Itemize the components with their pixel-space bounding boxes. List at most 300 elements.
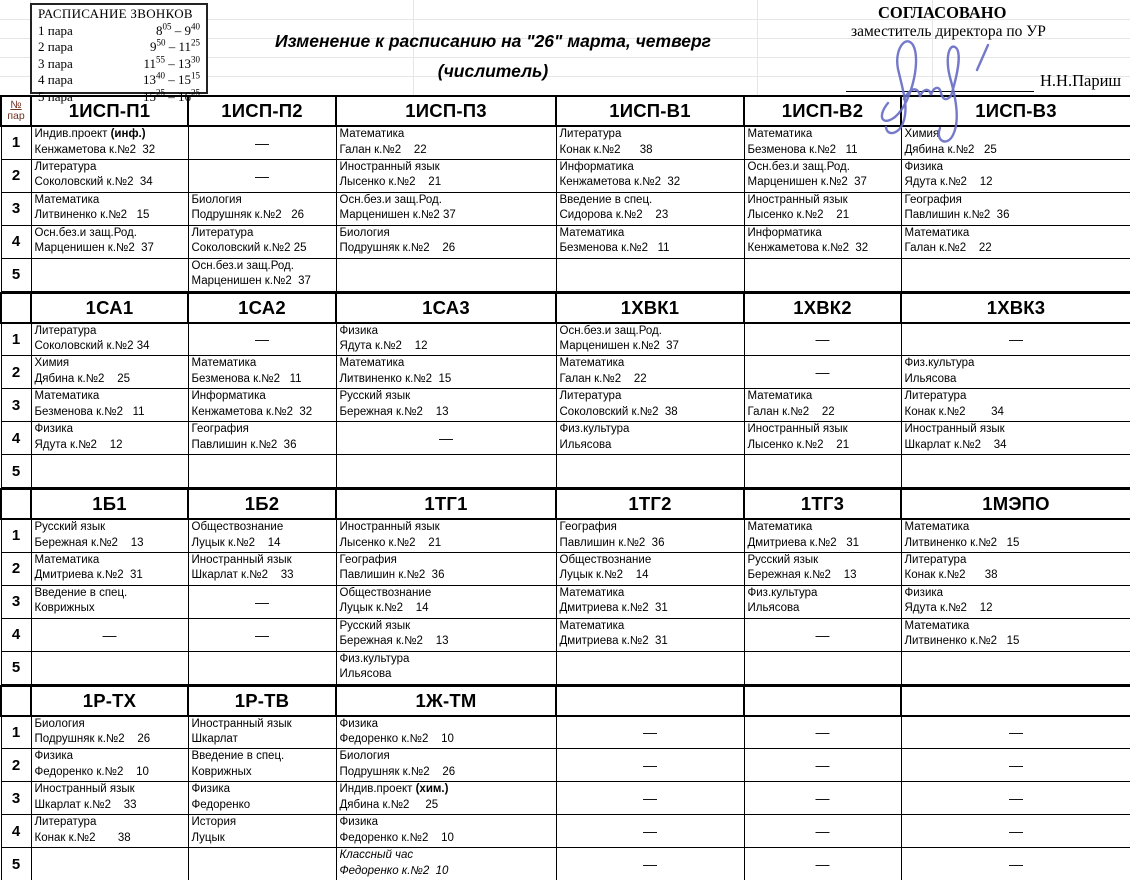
subject-name: Литература [559, 128, 622, 140]
subject-name: Математика [904, 226, 970, 239]
bell-pair-time: $13^{40} - 15^{15}$ [143, 70, 200, 87]
document-header-area [0, 0, 1130, 104]
empty-cell [188, 455, 336, 488]
subject-name: Физ.культура [559, 423, 630, 435]
lesson-cell [31, 159, 188, 192]
no-lesson-dash: — [901, 815, 1130, 848]
teacher-room: Марценишен к.№2 37 [559, 340, 679, 352]
subject-name: Математика [34, 193, 100, 206]
schedule-tables [0, 95, 1130, 880]
bell-pair-label: 1 пара [38, 22, 73, 38]
lesson-content [189, 717, 336, 748]
subject-name: Иностранный язык [904, 423, 1005, 435]
subject-name-bold-part: (инф.) [110, 128, 146, 140]
bell-pair-label: 5 пара [38, 88, 73, 104]
lesson-cell [188, 519, 336, 552]
lesson-cell [31, 356, 188, 389]
pair-number: 3 [1, 192, 31, 225]
teacher-room: Соколовский к.№2 34 [34, 340, 150, 352]
group-header-1ИСП-П1: 1ИСП-П1 [31, 96, 188, 126]
lesson-content [902, 160, 1130, 191]
subject-name: Математика [747, 128, 813, 140]
pair-number: 4 [1, 422, 31, 455]
teacher-room: Марценишен к.№2 37 [34, 242, 154, 254]
lesson-content [557, 389, 744, 420]
lesson-content [557, 586, 744, 617]
teacher-room: Федоренко к.№2 10 [339, 831, 454, 844]
teacher-room: Шкарлат к.№2 33 [191, 569, 294, 581]
subject-name: Математика [904, 619, 970, 632]
subject-name: Математика [34, 390, 100, 402]
teacher-room: Соколовский к.№2 38 [559, 405, 678, 418]
lesson-cell [336, 749, 556, 782]
lesson-content [337, 717, 556, 748]
pair-number: 1 [1, 519, 31, 552]
teacher-room: Коврижных [191, 765, 252, 778]
pair-number-column-header [1, 293, 31, 323]
teacher-room: Ильясова [339, 668, 392, 680]
lesson-content [32, 160, 188, 191]
lesson-cell [336, 126, 556, 159]
subject-name: Биология [339, 750, 390, 762]
pair-number-column-header: № пар [1, 96, 31, 126]
teacher-room: Галан к.№2 22 [559, 372, 647, 385]
teacher-room: Луцык к.№2 14 [559, 569, 649, 581]
lesson-cell [901, 389, 1130, 422]
teacher-room: Литвиненко к.№2 15 [904, 635, 1020, 647]
approval-subtitle: заместитель директора по УР [851, 23, 1046, 40]
teacher-room: Павлишин к.№2 36 [191, 438, 297, 451]
lesson-content [189, 520, 336, 551]
subject-name: Иностранный язык [747, 423, 848, 435]
lesson-cell [31, 192, 188, 225]
lesson-content [32, 193, 188, 224]
lesson-cell [336, 159, 556, 192]
lesson-content [32, 226, 188, 257]
group-header-1ИСП-В2: 1ИСП-В2 [744, 96, 901, 126]
teacher-room: Литвиненко к.№2 15 [34, 209, 150, 221]
teacher-room: Конак к.№2 38 [904, 569, 998, 581]
lesson-content [557, 553, 744, 584]
lesson-cell [188, 815, 336, 848]
document-title [208, 26, 778, 86]
teacher-room: Безменова к.№2 11 [34, 405, 145, 418]
subject-name: Иностранный язык [339, 160, 440, 173]
teacher-room: Федоренко к.№2 10 [339, 733, 454, 745]
lesson-content [557, 193, 744, 224]
subject-name: Физика [904, 160, 944, 173]
lesson-content [337, 652, 556, 683]
lesson-cell [31, 552, 188, 585]
subject-name: Осн.без.и защ.Род. [34, 226, 137, 239]
lesson-content [902, 619, 1130, 650]
lesson-cell [336, 356, 556, 389]
teacher-room: Безменова к.№2 11 [559, 242, 670, 254]
subject-name: Осн.без.и защ.Род. [339, 193, 442, 206]
subject-name: Физика [904, 586, 944, 599]
teacher-room: Подрушняк к.№2 26 [339, 242, 456, 254]
lesson-content [745, 127, 901, 158]
lesson-cell [31, 815, 188, 848]
group-header-1Р-ТХ: 1Р-ТХ [31, 686, 188, 716]
lesson-content [337, 586, 556, 617]
group-header-1СА3: 1СА3 [336, 293, 556, 323]
lesson-cell [336, 716, 556, 749]
empty-cell [744, 455, 901, 488]
empty-cell [901, 258, 1130, 291]
empty-cell [31, 258, 188, 291]
teacher-room: Шкарлат [191, 733, 238, 745]
subject-name: Введение в спец. [34, 586, 128, 599]
document-title-line1: Изменение к расписанию на "26" марта, четверг [275, 31, 711, 51]
lesson-content [337, 324, 556, 355]
lesson-content [902, 553, 1130, 584]
subject-name: Химия [34, 357, 70, 369]
document-title-line2: (числитель) [437, 61, 549, 81]
bell-schedule-rows [38, 23, 200, 106]
no-lesson-dash: — [31, 618, 188, 651]
subject-name: Математика [747, 521, 813, 533]
subject-name: Классный час [339, 849, 414, 861]
subject-name: Иностранный язык [747, 193, 848, 206]
lesson-content [32, 749, 188, 780]
teacher-room: Подрушняк к.№2 26 [339, 765, 456, 778]
lesson-cell [556, 519, 744, 552]
no-lesson-dash: — [901, 323, 1130, 356]
lesson-cell [336, 389, 556, 422]
lesson-cell [556, 552, 744, 585]
teacher-room: Марценишен к.№2 37 [191, 275, 311, 287]
teacher-room: Дмитриева к.№2 31 [559, 602, 668, 614]
teacher-room: Ильясова [904, 372, 957, 385]
subject-name: Иностранный язык [191, 553, 292, 566]
signer-name: Н.Н.Париш [1040, 71, 1122, 90]
subject-name: Индив.проект (инф.) [34, 128, 146, 140]
subject-name: Обществознание [339, 586, 432, 599]
lesson-cell [31, 225, 188, 258]
schedule-section-3 [0, 488, 1130, 685]
teacher-room: Марценишен к.№2 37 [747, 176, 867, 188]
lesson-cell [336, 848, 556, 880]
lesson-content [745, 422, 901, 453]
subject-name: Русский язык [34, 521, 106, 533]
no-lesson-dash: — [556, 749, 744, 782]
empty-cell [744, 258, 901, 291]
subject-name: Обществознание [191, 521, 284, 533]
lesson-content [189, 389, 336, 420]
subject-name: Литература [904, 390, 967, 402]
subject-name: Осн.без.и защ.Род. [191, 259, 294, 272]
lesson-content [557, 160, 744, 191]
lesson-cell [744, 389, 901, 422]
lesson-cell [188, 422, 336, 455]
teacher-room: Подрушняк к.№2 26 [191, 209, 305, 221]
no-lesson-dash: — [901, 716, 1130, 749]
lesson-cell [31, 519, 188, 552]
subject-name: Математика [339, 357, 405, 369]
teacher-room: Лысенко к.№2 21 [339, 536, 442, 549]
subject-name: Литература [34, 160, 97, 173]
group-header-1ХВК1: 1ХВК1 [556, 293, 744, 323]
lesson-cell [336, 651, 556, 684]
lesson-cell [336, 618, 556, 651]
bell-pair-label: 3 пара [38, 55, 73, 71]
no-lesson-dash: — [556, 716, 744, 749]
lesson-cell [31, 126, 188, 159]
lesson-cell [336, 519, 556, 552]
lesson-cell [744, 225, 901, 258]
group-header-empty [556, 686, 744, 716]
lesson-content [32, 127, 188, 158]
lesson-cell [336, 552, 556, 585]
lesson-content [902, 127, 1130, 158]
lesson-cell [556, 126, 744, 159]
empty-cell [336, 258, 556, 291]
lesson-cell [188, 258, 336, 291]
subject-name: Биология [339, 226, 390, 239]
lesson-content [557, 324, 744, 355]
lesson-content [337, 356, 556, 387]
subject-name: Математика [559, 226, 625, 239]
no-lesson-dash: — [901, 749, 1130, 782]
schedule-section-4 [0, 685, 1130, 880]
lesson-cell [744, 159, 901, 192]
teacher-room: Ядута к.№2 12 [904, 176, 993, 188]
lesson-content [189, 356, 336, 387]
pair-number: 2 [1, 159, 31, 192]
teacher-room: Дмитриева к.№2 31 [559, 635, 668, 647]
lesson-content [557, 619, 744, 650]
subject-name: Информатика [559, 160, 634, 173]
teacher-room: Ядута к.№2 12 [339, 340, 428, 352]
group-header-1ХВК3: 1ХВК3 [901, 293, 1130, 323]
teacher-room: Павлишин к.№2 36 [339, 569, 445, 581]
lesson-content [189, 553, 336, 584]
pair-number: 3 [1, 782, 31, 815]
lesson-content [32, 389, 188, 420]
lesson-content [337, 520, 556, 551]
lesson-cell [556, 356, 744, 389]
lesson-content [337, 193, 556, 224]
approval-heading: СОГЛАСОВАНО [878, 3, 1007, 22]
pair-number: 1 [1, 716, 31, 749]
lesson-cell [901, 585, 1130, 618]
pair-number: 2 [1, 552, 31, 585]
lesson-cell [31, 585, 188, 618]
lesson-content [189, 226, 336, 257]
lesson-cell [901, 225, 1130, 258]
subject-name: Физ.культура [904, 357, 975, 369]
subject-name: Математика [559, 586, 625, 599]
teacher-room: Павлишин к.№2 36 [559, 536, 665, 549]
schedule-section-1 [0, 95, 1130, 292]
teacher-room: Федоренко [191, 798, 251, 811]
teacher-room: Литвиненко к.№2 15 [339, 372, 452, 385]
no-lesson-dash: — [188, 618, 336, 651]
no-lesson-dash: — [556, 815, 744, 848]
bell-row [38, 39, 200, 56]
empty-cell [188, 848, 336, 880]
teacher-room: Луцык [191, 831, 225, 844]
teacher-room: Ильясова [747, 602, 800, 614]
bell-pair-time: $11^{55} - 13^{30}$ [143, 54, 200, 71]
subject-name: Математика [34, 553, 100, 566]
lesson-content [902, 356, 1130, 387]
teacher-room: Павлишин к.№2 36 [904, 209, 1010, 221]
no-lesson-dash: — [744, 323, 901, 356]
group-header-1ИСП-П2: 1ИСП-П2 [188, 96, 336, 126]
teacher-room: Бережная к.№2 13 [747, 569, 857, 581]
no-lesson-dash: — [901, 848, 1130, 880]
lesson-cell [556, 323, 744, 356]
subject-name: Литература [191, 226, 254, 239]
lesson-cell [336, 192, 556, 225]
empty-cell [901, 651, 1130, 684]
pair-number: 5 [1, 258, 31, 291]
subject-name: Математика [559, 619, 625, 632]
pair-number: 1 [1, 323, 31, 356]
pair-number: 4 [1, 225, 31, 258]
lesson-content [337, 782, 556, 813]
lesson-cell [336, 815, 556, 848]
subject-name: Информатика [747, 226, 822, 239]
lesson-cell [188, 356, 336, 389]
teacher-room: Коврижных [34, 602, 95, 614]
empty-cell [744, 651, 901, 684]
no-lesson-dash: — [744, 815, 901, 848]
subject-name: Русский язык [339, 619, 411, 632]
subject-name: Физ.культура [339, 652, 410, 665]
subject-name: Информатика [191, 390, 266, 402]
lesson-cell [901, 552, 1130, 585]
teacher-room: Бережная к.№2 13 [339, 405, 449, 418]
subject-name: Обществознание [559, 553, 652, 566]
teacher-room: Луцык к.№2 14 [339, 602, 429, 614]
subject-name: География [339, 553, 397, 566]
subject-name: Физика [339, 324, 379, 337]
lesson-cell [744, 519, 901, 552]
group-header-1ИСП-П3: 1ИСП-П3 [336, 96, 556, 126]
subject-name: Литература [34, 324, 97, 337]
lesson-cell [744, 552, 901, 585]
teacher-room: Конак к.№2 38 [559, 143, 653, 156]
lesson-content [32, 520, 188, 551]
lesson-cell [556, 618, 744, 651]
lesson-content [745, 389, 901, 420]
subject-name: Индив.проект (хим.) [339, 783, 449, 795]
pair-number-column-header [1, 489, 31, 519]
lesson-cell [188, 552, 336, 585]
subject-name: История [191, 816, 237, 828]
lesson-content [189, 782, 336, 813]
lesson-cell [336, 585, 556, 618]
lesson-content [32, 324, 188, 355]
teacher-room: Галан к.№2 22 [339, 143, 427, 156]
teacher-room: Литвиненко к.№2 15 [904, 536, 1020, 549]
teacher-room: Кенжаметова к.№2 32 [747, 242, 869, 254]
bell-pair-time: $15^{25} - 16^{25}$ [143, 87, 200, 104]
lesson-content [337, 127, 556, 158]
bell-schedule-title: РАСПИСАНИЕ ЗВОНКОВ [38, 6, 193, 21]
subject-name: Физ.культура [747, 586, 818, 599]
pair-number: 4 [1, 815, 31, 848]
teacher-room: Безменова к.№2 11 [747, 143, 858, 156]
lesson-content [337, 815, 556, 846]
subject-name: Физика [339, 816, 379, 828]
pair-number: 5 [1, 651, 31, 684]
teacher-room: Марценишен к.№2 37 [339, 209, 456, 221]
teacher-room: Ильясова [559, 438, 612, 451]
teacher-room: Дмитриева к.№2 31 [747, 536, 860, 549]
no-lesson-dash: — [336, 422, 556, 455]
pair-number: 2 [1, 749, 31, 782]
lesson-content [745, 586, 901, 617]
no-lesson-dash: — [744, 356, 901, 389]
bell-pair-time: $9^{50} - 11^{25}$ [149, 37, 200, 54]
lesson-content [902, 193, 1130, 224]
teacher-room: Кенжаметова к.№2 32 [34, 143, 156, 156]
pair-number: 3 [1, 389, 31, 422]
lesson-cell [31, 749, 188, 782]
empty-cell [31, 848, 188, 880]
lesson-cell [556, 159, 744, 192]
teacher-room: Лысенко к.№2 21 [747, 209, 850, 221]
teacher-room: Дябина к.№2 25 [904, 143, 997, 156]
lesson-cell [31, 422, 188, 455]
group-header-empty [901, 686, 1130, 716]
teacher-room: Кенжаметова к.№2 32 [191, 405, 313, 418]
lesson-content [32, 586, 188, 617]
bell-row [38, 72, 200, 89]
teacher-room: Дмитриева к.№2 31 [34, 569, 143, 581]
no-lesson-dash: — [744, 618, 901, 651]
lesson-cell [744, 422, 901, 455]
group-header-1СА2: 1СА2 [188, 293, 336, 323]
lesson-cell [901, 192, 1130, 225]
teacher-room: Безменова к.№2 11 [191, 372, 302, 385]
lesson-cell [901, 519, 1130, 552]
lesson-content [32, 422, 188, 453]
lesson-cell [31, 323, 188, 356]
lesson-cell [336, 323, 556, 356]
bell-row [38, 23, 200, 40]
lesson-content [337, 553, 556, 584]
empty-cell [336, 455, 556, 488]
bell-schedule-box [30, 3, 208, 104]
teacher-room: Федоренко к.№2 10 [339, 864, 449, 877]
teacher-room: Шкарлат к.№2 34 [904, 438, 1007, 451]
lesson-content [32, 717, 188, 748]
pair-number: 5 [1, 455, 31, 488]
teacher-room: Конак к.№2 38 [34, 831, 131, 844]
empty-cell [556, 651, 744, 684]
teacher-room: Галан к.№2 22 [747, 405, 835, 418]
subject-name: Физика [34, 423, 74, 435]
lesson-content [902, 389, 1130, 420]
lesson-cell [31, 782, 188, 815]
group-header-1ИСП-В1: 1ИСП-В1 [556, 96, 744, 126]
lesson-content [337, 226, 556, 257]
lesson-cell [744, 192, 901, 225]
subject-name: Биология [34, 717, 85, 730]
teacher-room: Дябина к.№2 25 [34, 372, 130, 385]
subject-name: География [904, 193, 962, 206]
subject-name: Математика [191, 357, 257, 369]
subject-name: Осн.без.и защ.Род. [559, 324, 662, 337]
lesson-content [745, 193, 901, 224]
lesson-content [902, 226, 1130, 257]
lesson-cell [188, 782, 336, 815]
